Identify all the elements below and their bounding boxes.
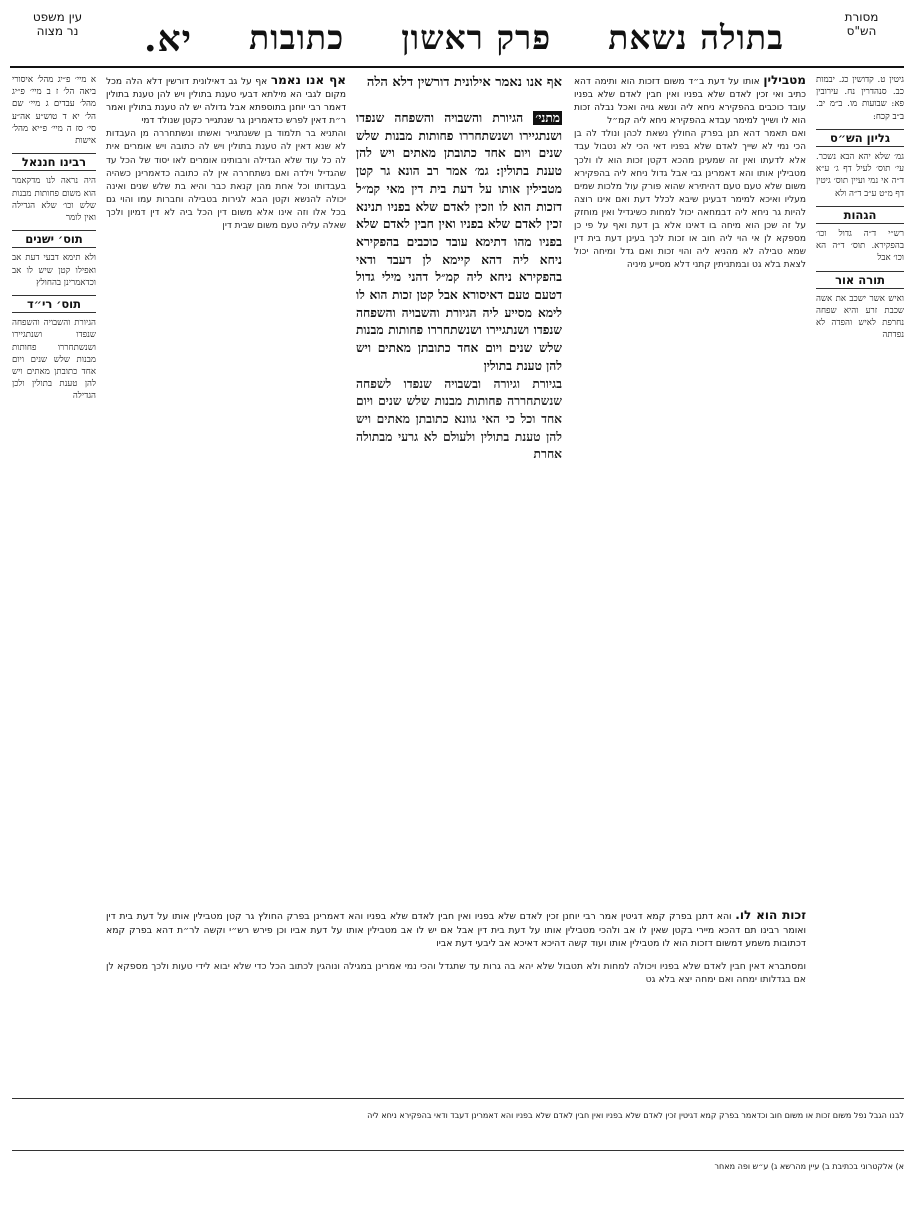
running-title [144,18,784,60]
gemara-opening: אף אנו נאמר אילונית דורשין דלא הלה [366,75,562,90]
chapter-number: פרק ראשון [401,18,552,57]
folio-number: יא. [144,18,193,60]
haggahot-fill: רש״י ד״ה גדול וכו׳ בהפקירא. תוס׳ ד״ה הא וכו׳ אבל [816,229,904,264]
rashi-fill: ואם תאמר דהא תנן בפרק החולץ נשאת לכהן ונולד לה בן הכי נמי לא שייך לאדם שלא בפניו דאי הכי לא נטבול עבד אלא לדעתו ואין זה שמעינן מהכא דקטן זכות הוא לו ולכך מטבילין אותו והא דאמרינן גבי אבל גדול ניחא ליה בהפקירא משום שלא טעם טעם דהיתירא שהוא פורק עול מלכות שמים מעליו ואיכא למימר דבעינן שיבא לכלל דעת ואם אינו רוצה להיות גר ניחא ליה דבמחאה יכול למחות כשיגדיל ואין מוחזק על זה שכן הוא מיחה בו דאינו אלא בן דעת ואף על פי כן מספקא לן אי הוי ליה חוב או זכות לכך בעינן דעת בית דין שמא טבילה לא מהניא ליה והוי זכות ואם גדל ומיחה יכול לצאת בלא גט ובמתניתין קתני דלא מסייע מיניה [574,129,806,271]
tosafot-column [106,74,346,894]
gilyon-heading: גליון הש״ס [816,129,904,147]
mishnah-label: מתני׳ [535,111,561,125]
tosafot-fill: והתניא בר תלמוד בן ששנתגייר ואשתו ונשתחררה מן העבדות לא שנא דאין לה טענת בתולין ויש לה כתובה ויש אומרים אית לה כל עוד שלא הגדילה ורבותינו אומרים לאו יסוד של הכל עד שהגדיל וילדה ואם נשתחררה אין לה כתובה כדאמרינן כשהיה בעבדותו וכל אחת מהן קנאת כבר והיא בת שלש שנים ואינה יכולה להנשא וקטן הבא לגירות בטבילה וחברות עמו והוי גם בכל אלו וזה אינו אלא משום דין הכל ביה לא דין דמיון ולכך שאלה עליה טעם משום שבית דין [106,129,346,232]
tosafot-text: אף על גב דאילונית דורשין דלא הלה מכל מקום לגבי הא מילתא דבעי טענת בתולין ויש להן טענת בתולין דאמר רבי יוחנן בתוספתא אבל גדולה יש לה טענת בתולין ואמר ר״ת דאין לפרש כדאמרינן גר שנתגייר כקטן שנולד דמי [106,77,346,127]
yeshanim-fill: ולא תימא דבעי דעת אב ואפילו קטן שיש לו אב וכדאמרינן בהחולץ [12,253,96,288]
bottom-commentary [106,900,806,1095]
ein-mishpat-margin [12,74,96,1094]
mesorah-heading: מסורת הש"ס [844,10,879,38]
ein-mishpat-heading: עין משפט נר מצוה [32,10,83,38]
footnotes-text: לבנו הגבל נפל משום זכות או משום חוב וכדאמר בפרק קמא דגיטין זכין לאדם שלא בפניו ואין חבין לאדם שלא בפניו והא דאמרינן דעבד ודאי בהפקירא ניחא ליה [367,1111,904,1120]
rabbenu-heading: רבינו חננאל [12,153,96,171]
bottom-notes [12,1150,904,1180]
tosafot-rid-heading: תוס׳ רי״ד [12,295,96,313]
torah-or-fill: ואיש אשר ישכב את אשה שכבת זרע והיא שפחה נחרפת לאיש והפדה לא נפדתה [816,293,904,341]
notes-text: א) אלקטרוני בכתיבת ב) עיין מהרשא ג) ע״ש ופה מאחר [714,1162,904,1171]
torah-or-heading: תורה אור [816,271,904,289]
bottom-lead: זכות הוא לו. [735,908,806,923]
footnotes-band [12,1098,904,1152]
rashi-text: אותו על דעת ב״ד משום דזכות הוא ותימה דהא כתיב ואי זכין לאדם שלא בפניו ואין חבין לאדם שלא בפניו עובד כוכבים בהפקירא ניחא ליה ונשא גויה ואכל נבלה זכות הוא לו ושייך למימר עבדא בהפקירא ניחא ליה קמ״ל [574,77,806,127]
bottom-fill: ומסתברא דאין חבין לאדם שלא בפניו ויכולה למחות ולא תטבול שלא יהא בה גרות עד שתגדל והכי נמי אמרינן במגילה ונוהגין לכתוב הכל כדי שלא יבוא לידי טעות ולכך מספקא לן אם בגדלותו ימחה ואם ימחה יצא בלא גט [106,960,806,986]
header-rule [10,66,904,68]
mesorah-text: גיטין ט. קדושין כג. יבמות כב. סנהדרין נח. עירובין פא: שבועות מו. ב״מ יב. ב״ב קכח: [816,75,904,122]
tosafot-lead: אף אנו נאמר [270,74,346,87]
rid-fill: הגיורת והשבויה והשפחה שנפדו ושנתגיירו ושנשתחררו פחותות מבנות שלש שנים ויום אחד כתובתן מאתים ויש להן טענת בתולין ולכן הגדילה [12,318,96,402]
ein-mishpat-text: א מיי׳ פ״יג מהל׳ איסורי ביאה הל׳ ז ב מיי׳ פ״יג מהל׳ עבדים ג מיי׳ שם הל׳ יא ד טוש״ע אה״ע סי׳ סז ה מיי׳ פ״יא מהל׳ אישות [12,75,96,147]
tosafot-yeshanim-heading: תוס׳ ישנים [12,230,96,248]
gemara-fill: בגיורת וגיורה ובשבויה שנפדו לשפחה שנשתחררה פחותות מבנות שלש שנים ויום אחד וכל כי האי גוונא כתובתן מאתים ויש להן טענת בתולין ולעולם לא גרעי מבתולה אחרת [356,376,562,462]
gemara-text: הגיורת והשבויה והשפחה שנפדו ושנתגיירו ושנשתחררו פחותות מבנות שלש שנים ויום אחד כתובתן מאתים ויש להן טענת בתולין: גמ׳ אמר רב הונא גר קטן מטבילין אותו על דעת בית דין מאי קמ״ל דזכות הוא לו וזכין לאדם שלא בפניו תנינא זכין לאדם שלא בפניו ואין חבין לאדם שלא בפניו מהו דתימא עובד כוכבים בהפקירא ניחא ליה דהא קיימא לן דעבד ודאי בהפקירא ניחא ליה קמ״ל דהני מילי גדול דטעם טעם דאיסורא אבל קטן זכות הוא לו לימא מסייע ליה הגיורת והשבויה והשפחה שנפדו ושנתגיירו ושנשתחררו פחותות מבנות שלש שנים ויום אחד כתובתן מאתים ויש להן טענת בתולין [356,111,562,373]
tractate-name: כתובות [249,18,345,57]
rabbenu-fill: היה נראה לנו מדקאמר הוא משום פחותות מבנות שלש וכו׳ שלא הגדילה ואין לומר [12,176,96,224]
chapter-title: בתולה נשאת [608,18,784,57]
rashi-lead: מטבילין [763,74,806,87]
bottom-text: והא דתנן בפרק קמא דגיטין אמר רבי יוחנן זכין לאדם שלא בפניו ואין חבין לאדם שלא בפניו והא דאמרינן בפרק החולץ גר קטן מטבילין אותו על דעת בית דין ואומר רבינו תם דהכא מיירי בקטן שאין לו אב ולהכי מטבילין אותו על דעת בית דין אבל אם יש לו אב מטבילין אותו על דעת אביו וכן פירש רש״י וקשה לר״ת דהא בפרק קמא דכתובות משמע דמשום דזכות הוא לו מטבילין אותו ועוד קשה דהיכא דאיכא אב ליבעי דעת אביו [106,911,806,950]
gemara-column [356,110,562,810]
rashi-column [574,74,806,894]
haggahot-heading: הגהות [816,206,904,224]
mesorah-margin [816,74,904,794]
mesorah-fill: גמ׳ שלא יהא הבא נשכר. עי׳ תוס׳ לעיל דף ג׳ ע״א ד״ה אי נמי ועיין תוס׳ גיטין דף מ״ט ע״ב ד״ה ולא [816,152,904,199]
page-header [0,10,914,70]
